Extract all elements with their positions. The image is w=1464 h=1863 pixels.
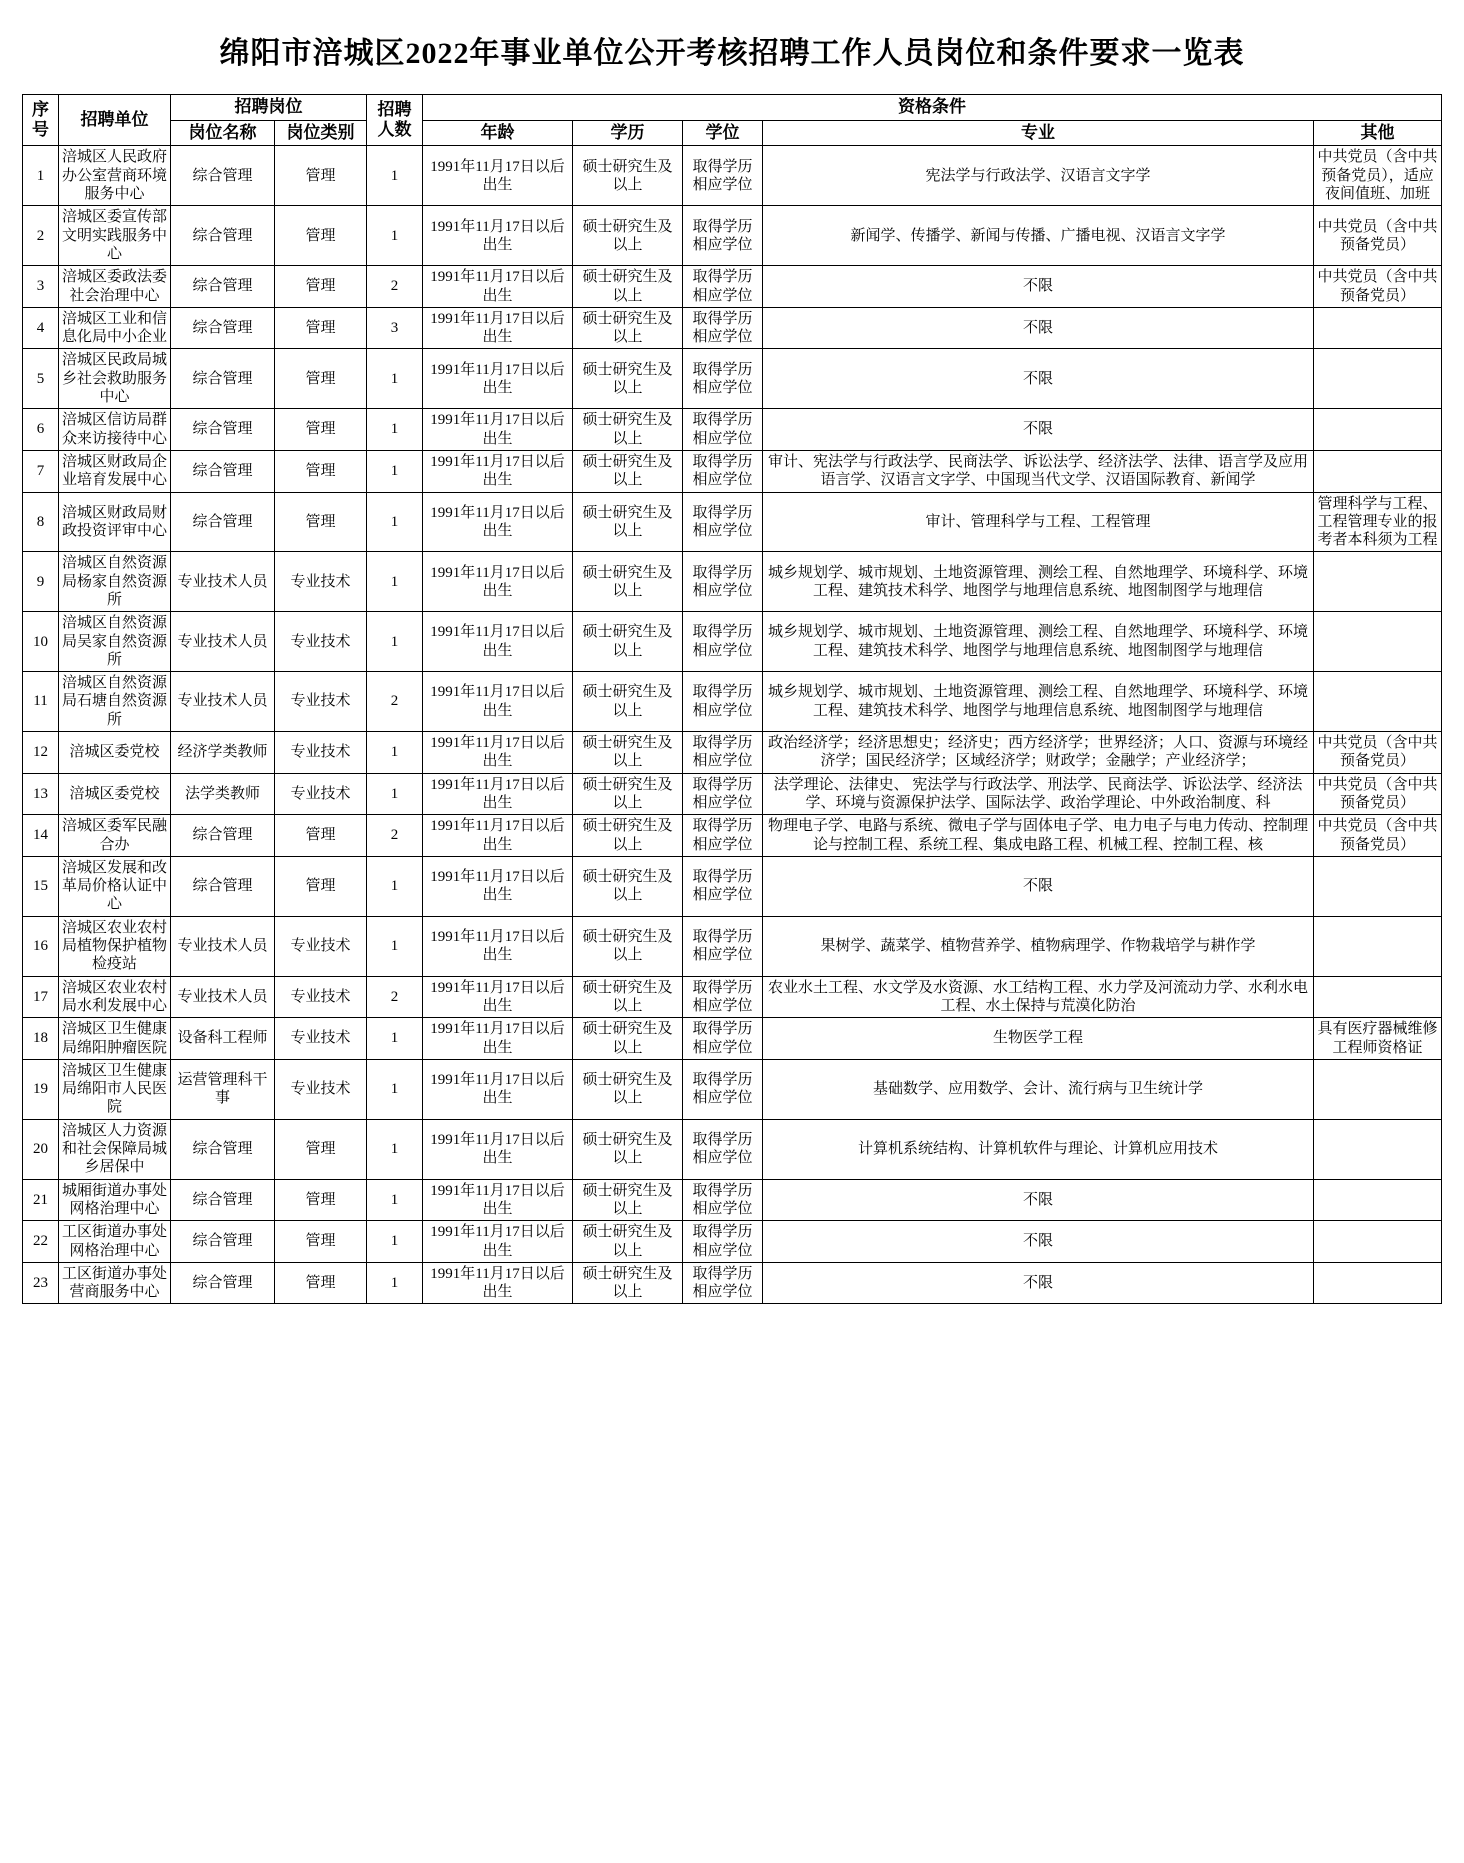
cell-no: 23 xyxy=(23,1262,59,1304)
cell-education: 硕士研究生及以上 xyxy=(573,450,683,492)
cell-no: 5 xyxy=(23,349,59,409)
cell-degree: 取得学历相应学位 xyxy=(683,732,763,774)
cell-other xyxy=(1314,1221,1442,1263)
cell-post-name: 专业技术人员 xyxy=(171,976,275,1018)
cell-other xyxy=(1314,349,1442,409)
table-row xyxy=(23,1018,1442,1060)
cell-other xyxy=(1314,976,1442,1018)
cell-no: 13 xyxy=(23,773,59,815)
cell-age: 1991年11月17日以后出生 xyxy=(423,266,573,308)
cell-degree: 取得学历相应学位 xyxy=(683,1119,763,1179)
cell-count: 1 xyxy=(367,732,423,774)
cell-age: 1991年11月17日以后出生 xyxy=(423,732,573,774)
page-title: 绵阳市涪城区2022年事业单位公开考核招聘工作人员岗位和条件要求一览表 xyxy=(219,37,1245,70)
cell-education: 硕士研究生及以上 xyxy=(573,206,683,266)
cell-post-type: 管理 xyxy=(275,450,367,492)
cell-degree: 取得学历相应学位 xyxy=(683,773,763,815)
cell-age: 1991年11月17日以后出生 xyxy=(423,672,573,732)
cell-post-name: 综合管理 xyxy=(171,146,275,206)
cell-major: 不限 xyxy=(763,1262,1314,1304)
cell-degree: 取得学历相应学位 xyxy=(683,349,763,409)
cell-age: 1991年11月17日以后出生 xyxy=(423,1179,573,1221)
cell-count: 1 xyxy=(367,856,423,916)
cell-no: 8 xyxy=(23,492,59,552)
cell-degree: 取得学历相应学位 xyxy=(683,856,763,916)
cell-other xyxy=(1314,672,1442,732)
cell-post-name: 综合管理 xyxy=(171,450,275,492)
table-row xyxy=(23,815,1442,857)
cell-count: 1 xyxy=(367,492,423,552)
table-header xyxy=(23,95,1442,146)
table-body xyxy=(23,146,1442,1304)
cell-other: 中共党员（含中共预备党员） xyxy=(1314,815,1442,857)
cell-degree: 取得学历相应学位 xyxy=(683,492,763,552)
cell-education: 硕士研究生及以上 xyxy=(573,773,683,815)
cell-age: 1991年11月17日以后出生 xyxy=(423,815,573,857)
cell-unit: 城厢街道办事处网格治理中心 xyxy=(59,1179,171,1221)
cell-no: 7 xyxy=(23,450,59,492)
header-degree: 学位 xyxy=(683,120,763,146)
table-row xyxy=(23,349,1442,409)
cell-unit: 涪城区委党校 xyxy=(59,732,171,774)
cell-degree: 取得学历相应学位 xyxy=(683,409,763,451)
cell-post-type: 管理 xyxy=(275,206,367,266)
cell-major: 政治经济学；经济思想史；经济史；西方经济学；世界经济；人口、资源与环境经济学；国民经济学；区域经济学；财政学；金融学；产业经济学； xyxy=(763,732,1314,774)
cell-other xyxy=(1314,1119,1442,1179)
cell-post-type: 管理 xyxy=(275,146,367,206)
cell-major: 基础数学、应用数学、会计、流行病与卫生统计学 xyxy=(763,1059,1314,1119)
cell-age: 1991年11月17日以后出生 xyxy=(423,1018,573,1060)
table-row xyxy=(23,612,1442,672)
cell-age: 1991年11月17日以后出生 xyxy=(423,976,573,1018)
cell-degree: 取得学历相应学位 xyxy=(683,307,763,349)
cell-post-name: 法学类教师 xyxy=(171,773,275,815)
cell-post-type: 管理 xyxy=(275,1119,367,1179)
cell-unit: 涪城区卫生健康局绵阳市人民医院 xyxy=(59,1059,171,1119)
table-row xyxy=(23,1179,1442,1221)
cell-count: 1 xyxy=(367,552,423,612)
cell-count: 1 xyxy=(367,773,423,815)
cell-major: 不限 xyxy=(763,1179,1314,1221)
cell-count: 1 xyxy=(367,1221,423,1263)
cell-post-name: 综合管理 xyxy=(171,856,275,916)
cell-education: 硕士研究生及以上 xyxy=(573,1018,683,1060)
cell-education: 硕士研究生及以上 xyxy=(573,672,683,732)
cell-post-name: 综合管理 xyxy=(171,206,275,266)
cell-unit: 涪城区人力资源和社会保障局城乡居保中 xyxy=(59,1119,171,1179)
header-other: 其他 xyxy=(1314,120,1442,146)
cell-unit: 涪城区信访局群众来访接待中心 xyxy=(59,409,171,451)
cell-no: 17 xyxy=(23,976,59,1018)
cell-post-name: 综合管理 xyxy=(171,1179,275,1221)
cell-post-type: 专业技术 xyxy=(275,672,367,732)
cell-post-name: 专业技术人员 xyxy=(171,916,275,976)
header-count: 招聘人数 xyxy=(367,95,423,146)
cell-age: 1991年11月17日以后出生 xyxy=(423,1059,573,1119)
cell-major: 城乡规划学、城市规划、土地资源管理、测绘工程、自然地理学、环境科学、环境工程、建筑技术科学、地图学与地理信息系统、地图制图学与地理信 xyxy=(763,672,1314,732)
cell-other: 管理科学与工程、工程管理专业的报考者本科须为工程 xyxy=(1314,492,1442,552)
cell-degree: 取得学历相应学位 xyxy=(683,1018,763,1060)
cell-education: 硕士研究生及以上 xyxy=(573,732,683,774)
cell-major: 不限 xyxy=(763,409,1314,451)
cell-education: 硕士研究生及以上 xyxy=(573,856,683,916)
cell-post-type: 管理 xyxy=(275,266,367,308)
cell-degree: 取得学历相应学位 xyxy=(683,1179,763,1221)
cell-unit: 涪城区财政局企业培育发展中心 xyxy=(59,450,171,492)
cell-major: 城乡规划学、城市规划、土地资源管理、测绘工程、自然地理学、环境科学、环境工程、建筑技术科学、地图学与地理信息系统、地图制图学与地理信 xyxy=(763,612,1314,672)
cell-other xyxy=(1314,1059,1442,1119)
cell-count: 1 xyxy=(367,612,423,672)
cell-education: 硕士研究生及以上 xyxy=(573,815,683,857)
table-row xyxy=(23,856,1442,916)
cell-other: 中共党员（含中共预备党员） xyxy=(1314,266,1442,308)
cell-education: 硕士研究生及以上 xyxy=(573,349,683,409)
cell-major: 法学理论、法律史、 宪法学与行政法学、刑法学、民商法学、诉讼法学、经济法学、环境与资源保护法学、国际法学、政治学理论、中外政治制度、科 xyxy=(763,773,1314,815)
cell-age: 1991年11月17日以后出生 xyxy=(423,492,573,552)
cell-no: 6 xyxy=(23,409,59,451)
cell-no: 1 xyxy=(23,146,59,206)
cell-age: 1991年11月17日以后出生 xyxy=(423,349,573,409)
cell-count: 3 xyxy=(367,307,423,349)
table-row xyxy=(23,1119,1442,1179)
cell-major: 生物医学工程 xyxy=(763,1018,1314,1060)
cell-degree: 取得学历相应学位 xyxy=(683,1262,763,1304)
cell-degree: 取得学历相应学位 xyxy=(683,206,763,266)
cell-post-name: 经济学类教师 xyxy=(171,732,275,774)
cell-post-type: 管理 xyxy=(275,492,367,552)
cell-degree: 取得学历相应学位 xyxy=(683,1221,763,1263)
cell-count: 1 xyxy=(367,409,423,451)
cell-unit: 涪城区委宣传部文明实践服务中心 xyxy=(59,206,171,266)
cell-no: 20 xyxy=(23,1119,59,1179)
table-row xyxy=(23,1059,1442,1119)
cell-no: 4 xyxy=(23,307,59,349)
cell-no: 21 xyxy=(23,1179,59,1221)
cell-degree: 取得学历相应学位 xyxy=(683,916,763,976)
cell-post-type: 管理 xyxy=(275,1179,367,1221)
header-row-bottom xyxy=(23,120,1442,146)
cell-degree: 取得学历相应学位 xyxy=(683,672,763,732)
cell-post-name: 综合管理 xyxy=(171,1119,275,1179)
cell-major: 农业水土工程、水文学及水资源、水工结构工程、水力学及河流动力学、水利水电工程、水土保持与荒漠化防治 xyxy=(763,976,1314,1018)
cell-other xyxy=(1314,307,1442,349)
cell-major: 宪法学与行政法学、汉语言文字学 xyxy=(763,146,1314,206)
cell-education: 硕士研究生及以上 xyxy=(573,612,683,672)
table-row xyxy=(23,916,1442,976)
cell-major: 城乡规划学、城市规划、土地资源管理、测绘工程、自然地理学、环境科学、环境工程、建筑技术科学、地图学与地理信息系统、地图制图学与地理信 xyxy=(763,552,1314,612)
cell-age: 1991年11月17日以后出生 xyxy=(423,1221,573,1263)
cell-education: 硕士研究生及以上 xyxy=(573,1059,683,1119)
cell-unit: 涪城区卫生健康局绵阳肿瘤医院 xyxy=(59,1018,171,1060)
cell-no: 15 xyxy=(23,856,59,916)
cell-age: 1991年11月17日以后出生 xyxy=(423,146,573,206)
cell-education: 硕士研究生及以上 xyxy=(573,307,683,349)
cell-post-type: 管理 xyxy=(275,307,367,349)
table-row xyxy=(23,450,1442,492)
cell-unit: 涪城区农业农村局植物保护植物检疫站 xyxy=(59,916,171,976)
table-row xyxy=(23,773,1442,815)
cell-age: 1991年11月17日以后出生 xyxy=(423,916,573,976)
cell-count: 1 xyxy=(367,1179,423,1221)
cell-degree: 取得学历相应学位 xyxy=(683,612,763,672)
cell-age: 1991年11月17日以后出生 xyxy=(423,1119,573,1179)
cell-post-name: 综合管理 xyxy=(171,1262,275,1304)
cell-age: 1991年11月17日以后出生 xyxy=(423,307,573,349)
cell-other: 中共党员（含中共预备党员） xyxy=(1314,773,1442,815)
cell-degree: 取得学历相应学位 xyxy=(683,976,763,1018)
cell-post-type: 管理 xyxy=(275,1262,367,1304)
cell-unit: 涪城区农业农村局水利发展中心 xyxy=(59,976,171,1018)
cell-no: 22 xyxy=(23,1221,59,1263)
cell-education: 硕士研究生及以上 xyxy=(573,266,683,308)
cell-education: 硕士研究生及以上 xyxy=(573,552,683,612)
header-post-name: 岗位名称 xyxy=(171,120,275,146)
cell-post-name: 综合管理 xyxy=(171,815,275,857)
cell-count: 2 xyxy=(367,815,423,857)
table-row xyxy=(23,409,1442,451)
cell-other xyxy=(1314,1262,1442,1304)
cell-post-name: 综合管理 xyxy=(171,492,275,552)
header-post-group: 招聘岗位 xyxy=(171,95,367,121)
cell-education: 硕士研究生及以上 xyxy=(573,1221,683,1263)
cell-post-name: 专业技术人员 xyxy=(171,552,275,612)
cell-post-type: 管理 xyxy=(275,409,367,451)
cell-degree: 取得学历相应学位 xyxy=(683,1059,763,1119)
cell-unit: 涪城区财政局财政投资评审中心 xyxy=(59,492,171,552)
cell-other: 中共党员（含中共预备党员） xyxy=(1314,732,1442,774)
cell-other: 中共党员（含中共预备党员），适应夜间值班、加班 xyxy=(1314,146,1442,206)
cell-no: 10 xyxy=(23,612,59,672)
cell-age: 1991年11月17日以后出生 xyxy=(423,1262,573,1304)
cell-major: 物理电子学、电路与系统、微电子学与固体电子学、电力电子与电力传动、控制理论与控制工程、系统工程、集成电路工程、机械工程、控制工程、核 xyxy=(763,815,1314,857)
cell-major: 审计、管理科学与工程、工程管理 xyxy=(763,492,1314,552)
cell-education: 硕士研究生及以上 xyxy=(573,916,683,976)
cell-unit: 涪城区发展和改革局价格认证中心 xyxy=(59,856,171,916)
cell-major: 果树学、蔬菜学、植物营养学、植物病理学、作物栽培学与耕作学 xyxy=(763,916,1314,976)
header-education: 学历 xyxy=(573,120,683,146)
cell-unit: 涪城区工业和信息化局中小企业 xyxy=(59,307,171,349)
cell-no: 11 xyxy=(23,672,59,732)
cell-other: 具有医疗器械维修工程师资格证 xyxy=(1314,1018,1442,1060)
table-row xyxy=(23,732,1442,774)
cell-post-name: 综合管理 xyxy=(171,349,275,409)
cell-major: 审计、宪法学与行政法学、民商法学、诉讼法学、经济法学、法律、语言学及应用语言学、汉语言文字学、中国现当代文学、汉语国际教育、新闻学 xyxy=(763,450,1314,492)
cell-other xyxy=(1314,916,1442,976)
cell-unit: 涪城区委军民融合办 xyxy=(59,815,171,857)
cell-no: 12 xyxy=(23,732,59,774)
cell-post-type: 专业技术 xyxy=(275,916,367,976)
cell-post-name: 专业技术人员 xyxy=(171,612,275,672)
header-unit: 招聘单位 xyxy=(59,95,171,146)
cell-major: 不限 xyxy=(763,856,1314,916)
header-no: 序号 xyxy=(23,95,59,146)
cell-education: 硕士研究生及以上 xyxy=(573,492,683,552)
table-row xyxy=(23,266,1442,308)
cell-no: 19 xyxy=(23,1059,59,1119)
table-row xyxy=(23,1262,1442,1304)
cell-unit: 涪城区委党校 xyxy=(59,773,171,815)
table-row xyxy=(23,1221,1442,1263)
cell-age: 1991年11月17日以后出生 xyxy=(423,612,573,672)
header-qualification-group: 资格条件 xyxy=(423,95,1442,121)
cell-other xyxy=(1314,552,1442,612)
cell-post-name: 设备科工程师 xyxy=(171,1018,275,1060)
cell-post-type: 专业技术 xyxy=(275,773,367,815)
cell-unit: 工区街道办事处营商服务中心 xyxy=(59,1262,171,1304)
cell-major: 不限 xyxy=(763,266,1314,308)
cell-degree: 取得学历相应学位 xyxy=(683,146,763,206)
header-major: 专业 xyxy=(763,120,1314,146)
header-age: 年龄 xyxy=(423,120,573,146)
cell-age: 1991年11月17日以后出生 xyxy=(423,773,573,815)
cell-degree: 取得学历相应学位 xyxy=(683,815,763,857)
cell-count: 1 xyxy=(367,1059,423,1119)
cell-degree: 取得学历相应学位 xyxy=(683,450,763,492)
cell-education: 硕士研究生及以上 xyxy=(573,1179,683,1221)
cell-education: 硕士研究生及以上 xyxy=(573,146,683,206)
cell-count: 1 xyxy=(367,349,423,409)
cell-unit: 涪城区民政局城乡社会救助服务中心 xyxy=(59,349,171,409)
cell-education: 硕士研究生及以上 xyxy=(573,1262,683,1304)
cell-post-name: 专业技术人员 xyxy=(171,672,275,732)
cell-no: 14 xyxy=(23,815,59,857)
cell-post-type: 专业技术 xyxy=(275,1018,367,1060)
cell-unit: 涪城区自然资源局石塘自然资源所 xyxy=(59,672,171,732)
header-post-type: 岗位类别 xyxy=(275,120,367,146)
cell-other xyxy=(1314,409,1442,451)
cell-major: 计算机系统结构、计算机软件与理论、计算机应用技术 xyxy=(763,1119,1314,1179)
cell-education: 硕士研究生及以上 xyxy=(573,976,683,1018)
cell-other xyxy=(1314,1179,1442,1221)
cell-post-type: 管理 xyxy=(275,1221,367,1263)
table-row xyxy=(23,307,1442,349)
cell-age: 1991年11月17日以后出生 xyxy=(423,409,573,451)
cell-unit: 涪城区人民政府办公室营商环境服务中心 xyxy=(59,146,171,206)
cell-education: 硕士研究生及以上 xyxy=(573,409,683,451)
cell-no: 9 xyxy=(23,552,59,612)
cell-no: 3 xyxy=(23,266,59,308)
cell-count: 1 xyxy=(367,450,423,492)
cell-major: 不限 xyxy=(763,1221,1314,1263)
header-row-top xyxy=(23,95,1442,121)
cell-other xyxy=(1314,856,1442,916)
cell-other xyxy=(1314,450,1442,492)
cell-post-name: 综合管理 xyxy=(171,266,275,308)
cell-major: 不限 xyxy=(763,307,1314,349)
cell-no: 18 xyxy=(23,1018,59,1060)
cell-post-type: 专业技术 xyxy=(275,976,367,1018)
cell-other xyxy=(1314,612,1442,672)
cell-post-type: 专业技术 xyxy=(275,552,367,612)
cell-unit: 涪城区自然资源局杨家自然资源所 xyxy=(59,552,171,612)
cell-count: 1 xyxy=(367,1119,423,1179)
cell-unit: 涪城区自然资源局吴家自然资源所 xyxy=(59,612,171,672)
cell-no: 2 xyxy=(23,206,59,266)
cell-age: 1991年11月17日以后出生 xyxy=(423,856,573,916)
cell-count: 1 xyxy=(367,1018,423,1060)
cell-post-type: 专业技术 xyxy=(275,612,367,672)
cell-count: 1 xyxy=(367,916,423,976)
table-row xyxy=(23,492,1442,552)
cell-no: 16 xyxy=(23,916,59,976)
cell-post-name: 综合管理 xyxy=(171,409,275,451)
cell-degree: 取得学历相应学位 xyxy=(683,266,763,308)
table-row xyxy=(23,552,1442,612)
cell-post-type: 专业技术 xyxy=(275,1059,367,1119)
recruitment-table xyxy=(22,94,1442,1304)
cell-post-name: 运营管理科干事 xyxy=(171,1059,275,1119)
table-row xyxy=(23,206,1442,266)
cell-count: 2 xyxy=(367,266,423,308)
cell-count: 1 xyxy=(367,206,423,266)
cell-unit: 工区街道办事处网格治理中心 xyxy=(59,1221,171,1263)
cell-count: 2 xyxy=(367,976,423,1018)
cell-count: 2 xyxy=(367,672,423,732)
table-row xyxy=(23,672,1442,732)
cell-degree: 取得学历相应学位 xyxy=(683,552,763,612)
cell-post-type: 专业技术 xyxy=(275,732,367,774)
cell-age: 1991年11月17日以后出生 xyxy=(423,552,573,612)
cell-major: 不限 xyxy=(763,349,1314,409)
cell-major: 新闻学、传播学、新闻与传播、广播电视、汉语言文字学 xyxy=(763,206,1314,266)
cell-post-type: 管理 xyxy=(275,349,367,409)
table-row xyxy=(23,976,1442,1018)
cell-age: 1991年11月17日以后出生 xyxy=(423,450,573,492)
cell-post-name: 综合管理 xyxy=(171,1221,275,1263)
cell-post-type: 管理 xyxy=(275,815,367,857)
cell-age: 1991年11月17日以后出生 xyxy=(423,206,573,266)
cell-post-type: 管理 xyxy=(275,856,367,916)
cell-unit: 涪城区委政法委社会治理中心 xyxy=(59,266,171,308)
cell-post-name: 综合管理 xyxy=(171,307,275,349)
cell-count: 1 xyxy=(367,1262,423,1304)
table-row xyxy=(23,146,1442,206)
cell-other: 中共党员（含中共预备党员） xyxy=(1314,206,1442,266)
cell-count: 1 xyxy=(367,146,423,206)
cell-education: 硕士研究生及以上 xyxy=(573,1119,683,1179)
